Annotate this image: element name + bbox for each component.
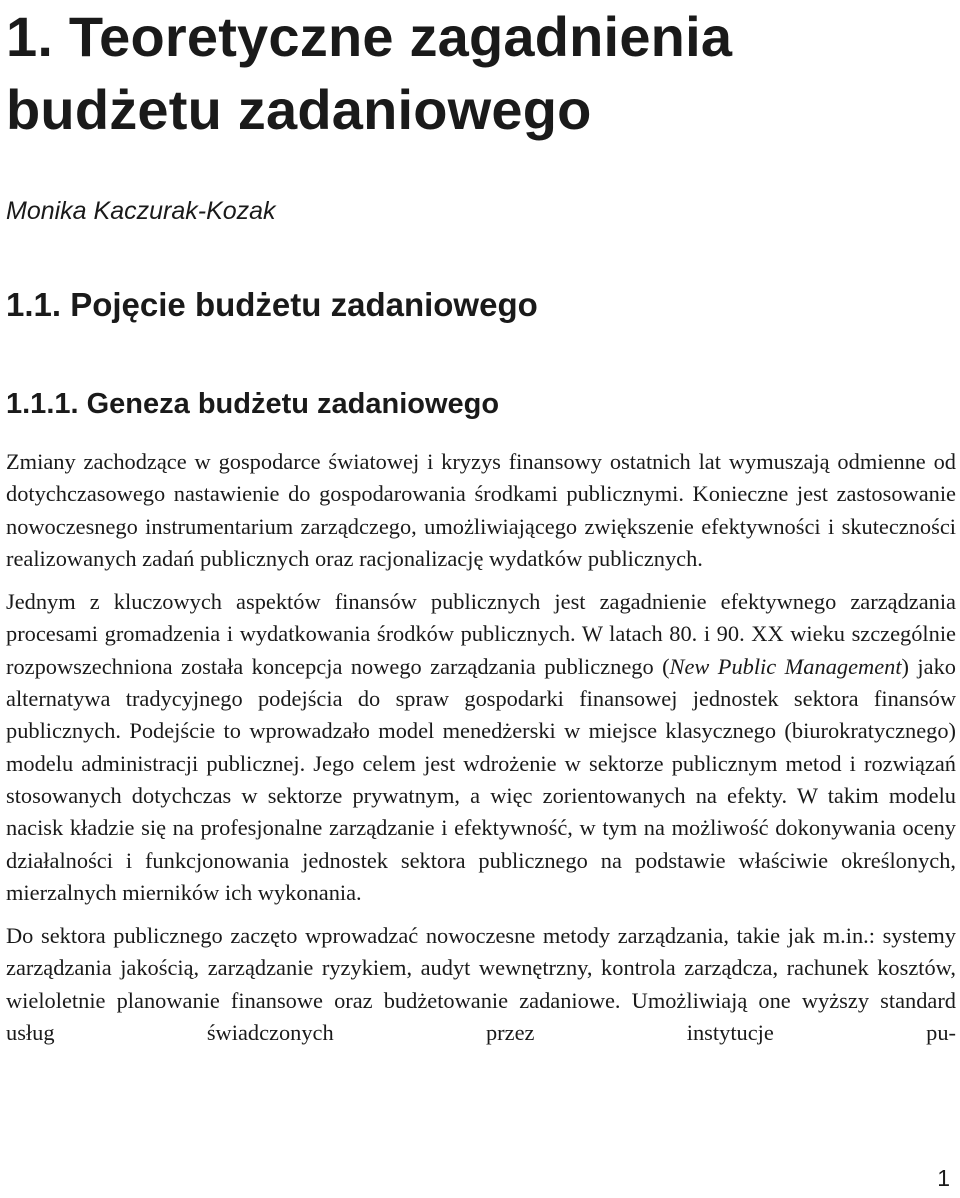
paragraph-3: Do sektora publicznego zaczęto wprowadzać nowoczesne metody zarządzania, takie jak m.in.: systemy zarządzania jakością, zarządzanie ryzykiem, audyt wewnętrzny, kontrola zarządcza, rachunek kosztów, wieloletnie planowanie finansowe oraz budżetowanie zadaniowe. Umożliwiają one wyższy standard usług świadczonych przez instytucje pu-	[6, 923, 956, 1046]
paragraph-2	[6, 586, 956, 909]
chapter-title-line-1: 1. Teoretyczne zagadnienia	[6, 5, 733, 68]
chapter-title	[6, 0, 956, 146]
subsection-title: 1.1.1. Geneza budżetu zadaniowego	[6, 388, 500, 420]
paragraph-2-part-1: Jednym z kluczowych aspektów finansów publicznych jest zagadnienie efektywnego zarządzania procesami gromadzenia i wydatkowania środków publicznych. W latach 80. i 90. XX wieku szczególnie rozpowszechniona została koncepcja nowego zarządzania publicznego (	[6, 589, 956, 679]
paragraph-2-italic-term: New Public Management	[669, 653, 902, 679]
document-page	[6, 0, 956, 1191]
section-title: 1.1. Pojęcie budżetu zadaniowego	[6, 286, 538, 323]
chapter-title-line-2: budżetu zadaniowego	[6, 78, 592, 141]
paragraph-1: Zmiany zachodzące w gospodarce światowej i kryzys finansowy ostatnich lat wymuszają odmienne od dotychczasowego nastawienie do gospodarowania środkami publicznymi. Konieczne jest zastosowanie nowoczesnego instrumentarium zarządczego, umożliwiającego zwiększenie efektywności i skuteczności realizowanych zadań publicznych oraz racjonalizację wydatków publicznych.	[6, 449, 956, 571]
body-text	[6, 446, 956, 1060]
page-number: 1	[937, 1165, 950, 1191]
paragraph-2-part-2: ) jako alternatywa tradycyjnego podejścia do spraw gospodarki finansowej jednostek sektora finansów publicznych. Podejście to wprowadzało model menedżerski w miejsce klasycznego (biurokratycznego) modelu administracji publicznej. Jego celem jest wdrożenie w sektorze publicznym metod i rozwiązań stosowanych dotychczas w sektorze prywatnym, a więc zorientowanych na efekty. W takim modelu nacisk kładzie się na profesjonalne zarządzanie i efektywność, w tym na możliwość dokonywania oceny działalności i funkcjonowania jednostek sektora publicznego na podstawie właściwie określonych, mierzalnych mierników ich wykonania.	[6, 653, 956, 905]
author-name: Monika Kaczurak-Kozak	[6, 197, 276, 225]
